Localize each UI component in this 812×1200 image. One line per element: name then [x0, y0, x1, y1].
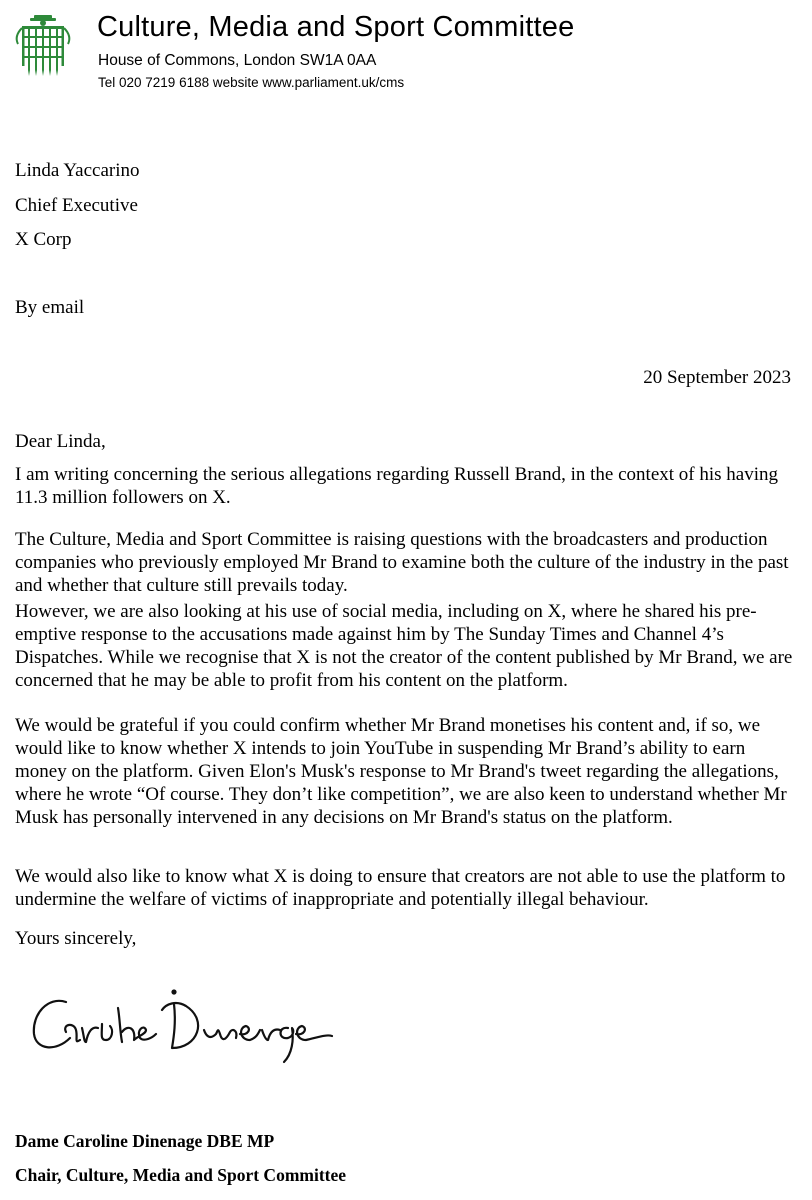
signer-role: Chair, Culture, Media and Sport Committee [15, 1165, 347, 1185]
delivery-method: By email [15, 297, 85, 318]
committee-contact: Tel 020 7219 6188 website www.parliament.uk/cms [98, 75, 405, 90]
signature [26, 984, 390, 1084]
body-paragraph: We would also like to know what X is doing to ensure that creators are not able to use the platform to undermine the welfare of victims of inappropriate and potentially illegal behaviour. [15, 866, 786, 910]
body-paragraph: The Culture, Media and Sport Committee is raising questions with the broadcasters and production companies who previously employed Mr Brand to examine both the culture of the industry in the past and whether that culture still prevails today. [15, 529, 789, 596]
closing: Yours sincerely, [15, 928, 137, 949]
body-paragraph: However, we are also looking at his use of social media, including on X, where he shared his pre-emptive response to the accusations made against him by The Sunday Times and Channel 4’s Dispatches. While we recognise that X is not the creator of the content published by Mr Brand, we are concerned that he may be able to profit from his content on the platform. [15, 601, 793, 691]
body-paragraph: We would be grateful if you could confirm whether Mr Brand monetises his content and, if so, we would like to know whether X intends to join YouTube in suspending Mr Brand’s ability to earn money on the platform. Given Elon's Musk's response to Mr Brand's tweet regarding the allegations, where he wrote “Of course. They don’t like competition”, we are also keen to understand whether Mr Musk has personally intervened in any decisions on Mr Brand's status on the platform. [15, 715, 787, 828]
committee-name: Culture, Media and Sport Committee [97, 11, 575, 43]
portcullis-icon [12, 14, 74, 80]
recipient-organisation: X Corp [15, 229, 72, 250]
salutation: Dear Linda, [15, 431, 106, 452]
committee-address: House of Commons, London SW1A 0AA [98, 52, 377, 69]
letter-date: 20 September 2023 [643, 367, 791, 388]
signer-name: Dame Caroline Dinenage DBE MP [15, 1131, 275, 1151]
body-paragraph: I am writing concerning the serious allegations regarding Russell Brand, in the context of his having 11.3 million followers on X. [15, 464, 778, 508]
recipient-name: Linda Yaccarino [15, 160, 140, 181]
recipient-title: Chief Executive [15, 195, 138, 216]
